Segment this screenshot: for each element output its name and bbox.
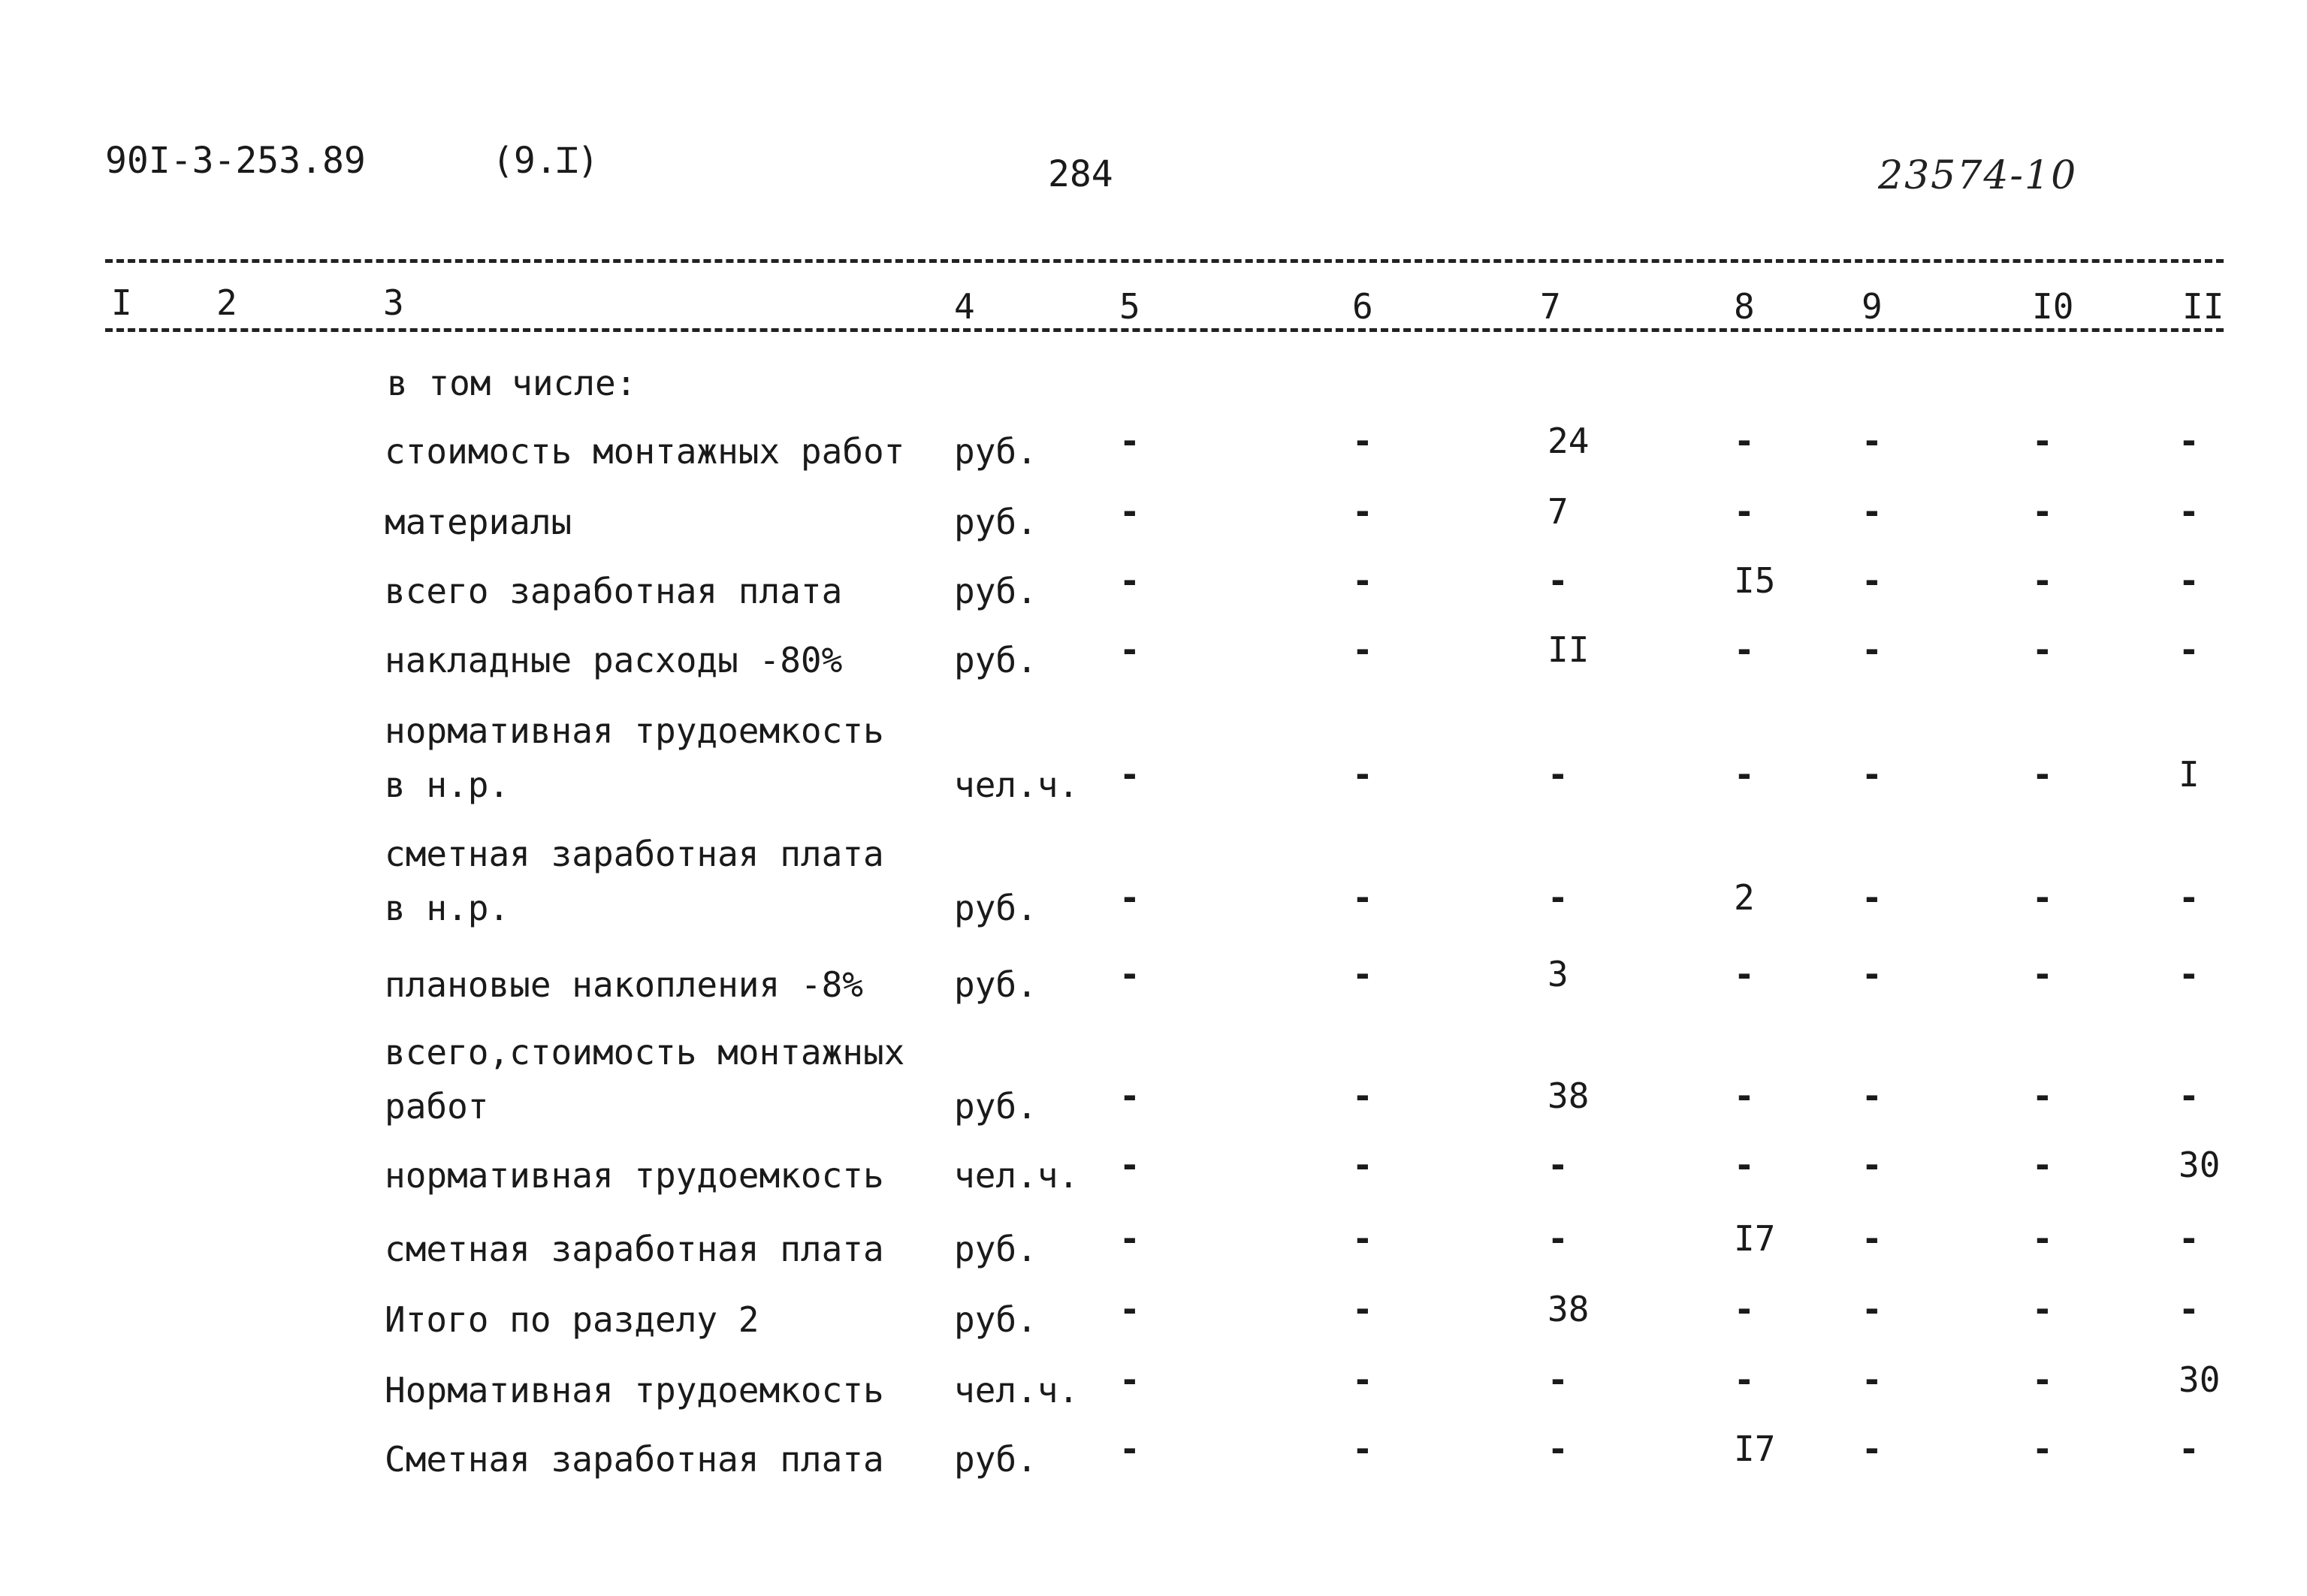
cell-col-11: -	[2179, 491, 2200, 532]
cell-col-9: -	[1862, 1429, 1883, 1469]
cell-col-7: -	[1548, 1145, 1569, 1185]
cell-col-7: -	[1548, 1429, 1569, 1469]
cell-col-10: -	[2032, 491, 2053, 532]
cell-col-7: -	[1548, 560, 1569, 601]
cell-col-7: -	[1548, 1359, 1569, 1400]
row-unit: руб.	[954, 1229, 1037, 1269]
row-label: нормативная трудоемкость	[385, 711, 884, 751]
cell-col-8: -	[1734, 1076, 1755, 1116]
cell-col-6: -	[1352, 877, 1373, 918]
row-label: стоимость монтажных работ	[385, 431, 905, 472]
cell-col-8: -	[1734, 1145, 1755, 1185]
cell-col-7: 38	[1548, 1076, 1590, 1116]
row-label: сметная заработная плата	[385, 834, 884, 874]
column-number: 2	[216, 282, 237, 323]
row-label: Нормативная трудоемкость	[385, 1370, 884, 1410]
cell-col-11: -	[2179, 1218, 2200, 1259]
cell-col-9: -	[1862, 1145, 1883, 1185]
cell-col-11: -	[2179, 1289, 2200, 1329]
cell-col-5: -	[1119, 560, 1140, 601]
cell-col-11: -	[2179, 877, 2200, 918]
row-label: всего заработная плата	[385, 571, 843, 611]
handwritten-reference: 23574-10	[1878, 153, 2078, 198]
cell-col-5: -	[1119, 754, 1140, 795]
cell-col-7: 24	[1548, 421, 1590, 461]
cell-col-6: -	[1352, 1218, 1373, 1259]
cell-col-5: -	[1119, 421, 1140, 461]
volume-label: (9.Ɪ)	[492, 140, 599, 182]
cell-col-5: -	[1119, 1076, 1140, 1116]
cell-col-8: -	[1734, 1359, 1755, 1400]
cell-col-8: -	[1734, 1289, 1755, 1329]
cell-col-8: I5	[1734, 560, 1776, 601]
cell-col-10: -	[2032, 954, 2053, 994]
cell-col-11: 30	[2179, 1145, 2221, 1185]
cell-col-10: -	[2032, 1076, 2053, 1116]
cell-col-8: -	[1734, 754, 1755, 795]
cell-col-11: -	[2179, 421, 2200, 461]
row-unit: руб.	[954, 640, 1037, 680]
row-unit: руб.	[954, 571, 1037, 611]
cell-col-10: -	[2032, 629, 2053, 670]
row-unit: чел.ч.	[954, 1370, 1080, 1410]
row-label: работ	[385, 1086, 489, 1127]
cell-col-6: -	[1352, 629, 1373, 670]
cell-col-10: -	[2032, 1429, 2053, 1469]
cell-col-9: -	[1862, 629, 1883, 670]
page-number: 284	[1048, 153, 1113, 195]
cell-col-8: -	[1734, 954, 1755, 994]
column-number: 6	[1352, 286, 1373, 327]
cell-col-6: -	[1352, 754, 1373, 795]
cell-col-6: -	[1352, 1145, 1373, 1185]
document-code: 90I-3-253.89	[105, 140, 366, 182]
column-number: I0	[2032, 286, 2074, 327]
cell-col-9: -	[1862, 560, 1883, 601]
cell-col-5: -	[1119, 1218, 1140, 1259]
cell-col-10: -	[2032, 560, 2053, 601]
cell-col-9: -	[1862, 754, 1883, 795]
row-unit: руб.	[954, 1086, 1037, 1127]
cell-col-10: -	[2032, 421, 2053, 461]
row-unit: руб.	[954, 888, 1037, 928]
cell-col-11: -	[2179, 629, 2200, 670]
cell-col-6: -	[1352, 560, 1373, 601]
cell-col-6: -	[1352, 1359, 1373, 1400]
column-number: 3	[383, 282, 404, 323]
cell-col-5: -	[1119, 629, 1140, 670]
cell-col-9: -	[1862, 421, 1883, 461]
cell-col-10: -	[2032, 754, 2053, 795]
cell-col-9: -	[1862, 877, 1883, 918]
row-unit: чел.ч.	[954, 765, 1080, 805]
row-label: плановые накопления -8%	[385, 964, 863, 1005]
cell-col-6: -	[1352, 1289, 1373, 1329]
cell-col-9: -	[1862, 954, 1883, 994]
intro-label: в том числе:	[387, 363, 637, 403]
cell-col-10: -	[2032, 1289, 2053, 1329]
cell-col-10: -	[2032, 1145, 2053, 1185]
cell-col-8: -	[1734, 491, 1755, 532]
row-label: накладные расходы -80%	[385, 640, 843, 680]
row-label: в н.р.	[385, 765, 510, 805]
row-label: материалы	[385, 502, 572, 542]
cell-col-8: I7	[1734, 1218, 1776, 1259]
row-label: сметная заработная плата	[385, 1229, 884, 1269]
cell-col-5: -	[1119, 491, 1140, 532]
row-label: Итого по разделу 2	[385, 1299, 759, 1340]
cell-col-6: -	[1352, 491, 1373, 532]
row-label: нормативная трудоемкость	[385, 1155, 884, 1196]
row-unit: руб.	[954, 1299, 1037, 1340]
column-number: 8	[1734, 286, 1755, 327]
cell-col-6: -	[1352, 421, 1373, 461]
column-number: 9	[1862, 286, 1883, 327]
cell-col-8: -	[1734, 629, 1755, 670]
row-label: всего,стоимость монтажных	[385, 1032, 905, 1073]
cell-col-5: -	[1119, 954, 1140, 994]
cell-col-10: -	[2032, 877, 2053, 918]
column-number: 5	[1119, 286, 1140, 327]
row-label: Сметная заработная плата	[385, 1439, 884, 1480]
cell-col-11: -	[2179, 954, 2200, 994]
cell-col-7: -	[1548, 1218, 1569, 1259]
cell-col-5: -	[1119, 1429, 1140, 1469]
cell-col-9: -	[1862, 1359, 1883, 1400]
row-unit: руб.	[954, 964, 1037, 1005]
column-number: 7	[1540, 286, 1561, 327]
column-number: II	[2182, 286, 2224, 327]
cell-col-8: 2	[1734, 877, 1755, 918]
cell-col-7: -	[1548, 754, 1569, 795]
row-unit: чел.ч.	[954, 1155, 1080, 1196]
row-label: в н.р.	[385, 888, 510, 928]
cell-col-5: -	[1119, 1289, 1140, 1329]
cell-col-7: 3	[1548, 954, 1569, 994]
cell-col-11: 30	[2179, 1359, 2221, 1400]
cell-col-5: -	[1119, 1359, 1140, 1400]
row-unit: руб.	[954, 1439, 1037, 1480]
cell-col-11: -	[2179, 560, 2200, 601]
cell-col-7: 38	[1548, 1289, 1590, 1329]
column-number: 4	[954, 286, 975, 327]
row-unit: руб.	[954, 502, 1037, 542]
cell-col-6: -	[1352, 1076, 1373, 1116]
cell-col-5: -	[1119, 1145, 1140, 1185]
cell-col-11: I	[2179, 754, 2200, 795]
cell-col-9: -	[1862, 1076, 1883, 1116]
cell-col-10: -	[2032, 1218, 2053, 1259]
cell-col-7: -	[1548, 877, 1569, 918]
cell-col-8: I7	[1734, 1429, 1776, 1469]
cell-col-11: -	[2179, 1429, 2200, 1469]
column-number: I	[111, 282, 132, 323]
cell-col-10: -	[2032, 1359, 2053, 1400]
row-unit: руб.	[954, 431, 1037, 472]
cell-col-9: -	[1862, 491, 1883, 532]
cell-col-8: -	[1734, 421, 1755, 461]
cell-col-6: -	[1352, 1429, 1373, 1469]
cell-col-7: II	[1548, 629, 1590, 670]
cell-col-7: 7	[1548, 491, 1569, 532]
cell-col-11: -	[2179, 1076, 2200, 1116]
cell-col-9: -	[1862, 1218, 1883, 1259]
header-bottom-rule	[105, 328, 2224, 332]
header-top-rule	[105, 259, 2224, 263]
cell-col-9: -	[1862, 1289, 1883, 1329]
cell-col-6: -	[1352, 954, 1373, 994]
cell-col-5: -	[1119, 877, 1140, 918]
